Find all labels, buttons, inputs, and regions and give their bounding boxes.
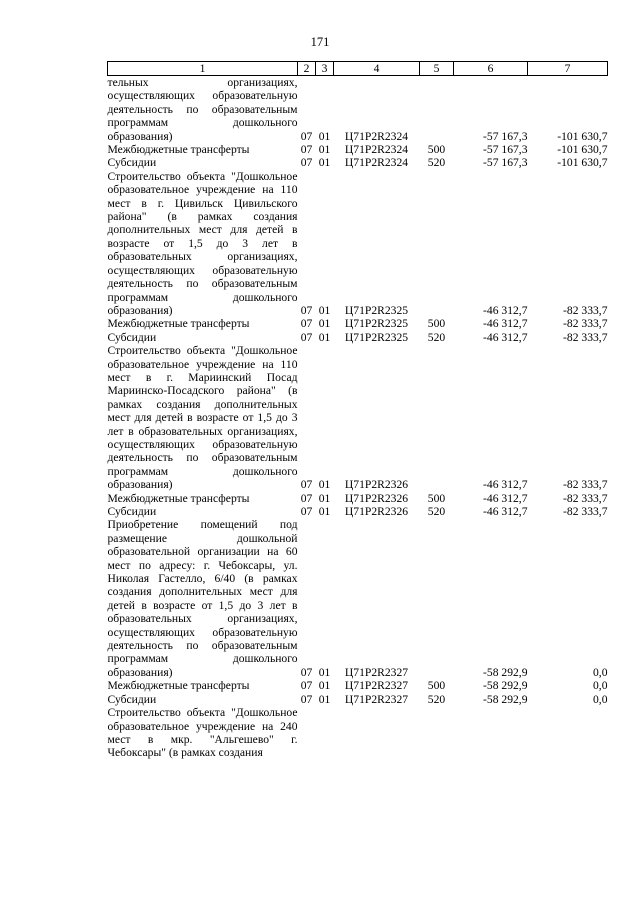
row-amount-col6: -57 167,3 — [483, 143, 528, 157]
row-amount-col7: -82 333,7 — [563, 491, 608, 505]
row-amount-col6: -46 312,7 — [483, 478, 528, 492]
row-name: Субсидии — [107, 330, 157, 344]
header-col-6: 6 — [454, 62, 528, 76]
row-section: 07 — [300, 665, 313, 679]
row-expense-type — [420, 344, 454, 491]
row-target-article: Ц71Р2R2327 — [344, 665, 409, 679]
row-target-article: Ц71Р2R2325 — [344, 317, 409, 331]
row-amount-col6: -46 312,7 — [483, 491, 528, 505]
row-target-article: Ц71Р2R2325 — [344, 303, 409, 317]
row-name: Субсидии — [107, 156, 157, 170]
row-amount-col7: -101 630,7 — [557, 129, 608, 143]
row-expense-type: 500 — [427, 491, 446, 505]
row-target-article: Ц71Р2R2324 — [344, 129, 409, 143]
row-amount-col6: -58 292,9 — [483, 665, 528, 679]
row-section: 07 — [300, 679, 313, 693]
row-target-article: Ц71Р2R2324 — [344, 143, 409, 157]
row-amount-col7: -101 630,7 — [557, 156, 608, 170]
row-section: 07 — [300, 317, 313, 331]
table-header-row — [108, 62, 608, 76]
row-expense-type: 500 — [427, 317, 446, 331]
row-expense-type — [420, 170, 454, 317]
row-section: 07 — [300, 505, 313, 518]
row-expense-type: 500 — [427, 679, 446, 693]
row-name: Приобретение помещений под размещение дошкольной образовательной организации на 60 мест по адресу: г. Чебоксары, ул. Николая Гастелло, 6/40 (в рамках создания дополнительных мест для детей в возрасте от 1,5 до 3 лет в образовательных организациях, осуществляющих образовательную деятельность по образовательным программам дошкольного образования) — [107, 518, 298, 679]
row-subsection: 01 — [318, 679, 331, 693]
row-amount-col6: -57 167,3 — [483, 129, 528, 143]
row-target-article: Ц71Р2R2324 — [344, 156, 409, 170]
row-expense-type — [420, 518, 454, 679]
header-col-1: 1 — [108, 62, 298, 76]
row-subsection: 01 — [318, 692, 331, 706]
row-subsection: 01 — [318, 491, 331, 505]
row-amount-col6: -46 312,7 — [483, 317, 528, 331]
row-section: 07 — [300, 129, 313, 143]
row-amount-col7: -82 333,7 — [563, 317, 608, 331]
row-amount-col6: -58 292,9 — [483, 692, 528, 706]
row-subsection: 01 — [318, 478, 331, 492]
header-col-7: 7 — [528, 62, 608, 76]
row-target-article: Ц71Р2R2327 — [344, 692, 409, 706]
row-amount-col6: -46 312,7 — [483, 303, 528, 317]
row-amount-col6: -58 292,9 — [483, 679, 528, 693]
row-target-article: Ц71Р2R2325 — [344, 330, 409, 344]
table-row — [108, 143, 608, 156]
row-expense-type: 520 — [427, 505, 446, 518]
row-subsection: 01 — [318, 156, 331, 170]
row-name: Строительство объекта "Дошкольное образовательное учреждение на 110 мест в г. Мариинский Посад Мариинско-Посадского района" (в рамках создания дополнительных мест для детей в возрасте от 1,5 до 3 лет в образовательных организациях, осуществляющих образовательную деятельность по образовательным программам дошкольного образования) — [107, 344, 298, 492]
table-row — [108, 317, 608, 330]
row-section: 07 — [300, 303, 313, 317]
table-row — [108, 505, 608, 518]
row-name: Субсидии — [107, 505, 157, 518]
row-subsection: 01 — [318, 303, 331, 317]
header-col-3: 3 — [316, 62, 334, 76]
row-subsection: 01 — [318, 317, 331, 331]
row-section: 07 — [300, 330, 313, 344]
row-subsection: 01 — [318, 330, 331, 344]
row-amount-col6: -46 312,7 — [483, 330, 528, 344]
row-section: 07 — [300, 156, 313, 170]
header-col-4: 4 — [334, 62, 420, 76]
table-row — [108, 344, 608, 491]
row-name: Межбюджетные трансферты — [107, 679, 250, 693]
row-name: Строительство объекта "Дошкольное образовательное учреждение на 240 мест в мкр. "Альгешево" г. Чебоксары" (в рамках создания — [107, 706, 298, 760]
row-expense-type: 500 — [427, 143, 446, 157]
row-target-article: Ц71Р2R2326 — [344, 478, 409, 492]
row-amount-col7: -82 333,7 — [563, 505, 608, 518]
row-amount-col7: -82 333,7 — [563, 478, 608, 492]
row-amount-col7: -82 333,7 — [563, 330, 608, 344]
row-target-article — [334, 706, 420, 760]
table-row — [108, 170, 608, 317]
page-number: 171 — [310, 35, 330, 49]
budget-table — [107, 61, 608, 760]
row-name: Субсидии — [107, 692, 157, 706]
row-amount-col6: -57 167,3 — [483, 156, 528, 170]
row-name: Межбюджетные трансферты — [107, 143, 250, 157]
row-amount-col7: 0,0 — [593, 692, 608, 706]
row-amount-col6 — [454, 706, 528, 760]
row-amount-col7: 0,0 — [593, 665, 608, 679]
row-subsection — [316, 706, 334, 760]
row-target-article: Ц71Р2R2326 — [344, 505, 409, 518]
row-amount-col6: -46 312,7 — [483, 505, 528, 518]
row-amount-col7 — [528, 706, 608, 760]
row-section: 07 — [300, 692, 313, 706]
row-subsection: 01 — [318, 505, 331, 518]
row-target-article: Ц71Р2R2327 — [344, 679, 409, 693]
row-expense-type: 520 — [427, 156, 446, 170]
table-row — [108, 679, 608, 692]
table-row — [108, 76, 608, 144]
row-expense-type — [420, 76, 454, 144]
row-amount-col7: -101 630,7 — [557, 143, 608, 157]
header-col-2: 2 — [298, 62, 316, 76]
row-name: Строительство объекта "Дошкольное образовательное учреждение на 110 мест в г. Цивильск Цивильского района" (в рамках создания дополнительных мест для детей в возрасте от 1,5 до 3 лет в образовательных организациях, осуществляющих образовательную деятельность по образовательным программам дошкольного образования) — [107, 169, 298, 317]
row-target-article: Ц71Р2R2326 — [344, 491, 409, 505]
table-row — [108, 693, 608, 706]
row-subsection: 01 — [318, 143, 331, 157]
row-subsection: 01 — [318, 665, 331, 679]
table-row — [108, 706, 608, 760]
row-expense-type — [420, 706, 454, 760]
row-expense-type: 520 — [427, 692, 446, 706]
row-section: 07 — [300, 143, 313, 157]
row-name: Межбюджетные трансферты — [107, 317, 250, 331]
header-col-5: 5 — [420, 62, 454, 76]
row-expense-type: 520 — [427, 330, 446, 344]
row-section: 07 — [300, 478, 313, 492]
row-amount-col7: 0,0 — [593, 679, 608, 693]
row-subsection: 01 — [318, 129, 331, 143]
row-name: тельных организациях, осуществляющих образовательную деятельность по образовательным программам дошкольного образования) — [107, 76, 298, 143]
table-row — [108, 331, 608, 344]
row-section: 07 — [300, 491, 313, 505]
table-row — [108, 156, 608, 169]
row-amount-col7: -82 333,7 — [563, 303, 608, 317]
table-row — [108, 492, 608, 505]
table-row — [108, 518, 608, 679]
row-section — [298, 706, 316, 760]
row-name: Межбюджетные трансферты — [107, 491, 250, 505]
